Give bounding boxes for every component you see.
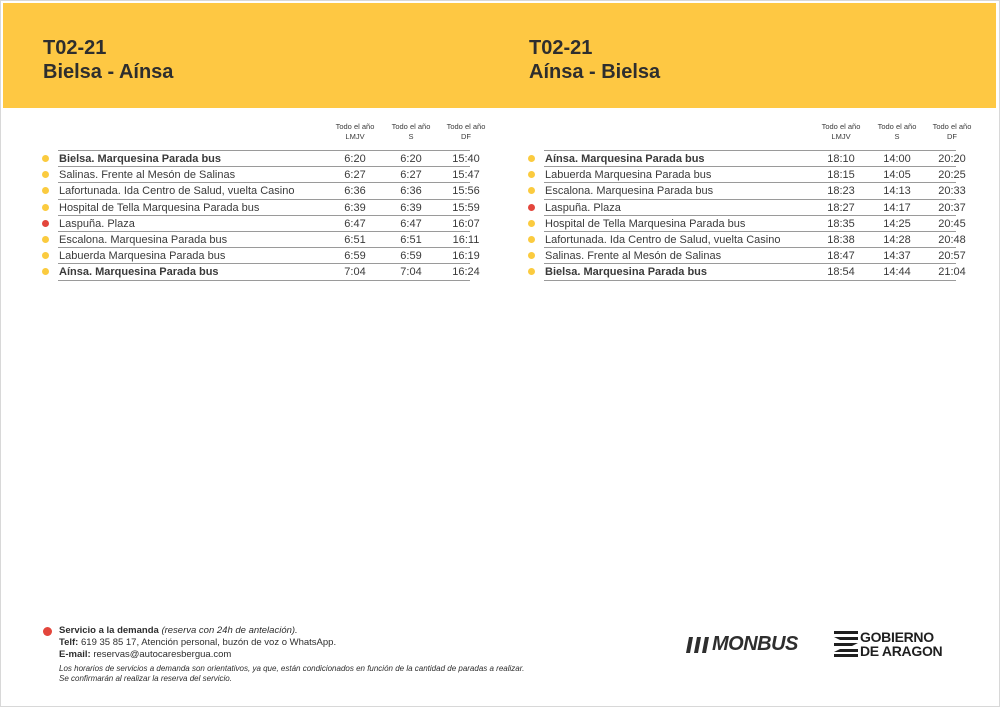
stop-name: Laspuña. Plaza — [59, 217, 135, 230]
phone-text: 619 35 85 17, Atención personal, buzón de voz o WhatsApp. — [81, 637, 337, 648]
departure-time: 16:11 — [452, 233, 480, 246]
stop-name: Bielsa. Marquesina Parada bus — [545, 266, 708, 279]
inbound-timetable — [526, 122, 972, 281]
departure-time: 18:10 — [827, 153, 855, 165]
stop-name: Bielsa. Marquesina Parada bus — [59, 153, 222, 165]
monbus-wordmark: MONBUS — [712, 633, 798, 655]
departure-time: 6:20 — [344, 153, 366, 165]
phone-label: Telf: — [59, 637, 79, 648]
departure-time: 16:19 — [452, 250, 480, 263]
stop-name: Salinas. Frente al Mesón de Salinas — [545, 250, 722, 263]
aragon-wordmark — [860, 630, 942, 658]
column-header-days: DF — [947, 132, 957, 141]
departure-time: 15:47 — [452, 169, 480, 182]
departure-time: 20:48 — [938, 233, 966, 246]
departure-time: 18:27 — [827, 201, 855, 214]
departure-time: 14:17 — [883, 201, 911, 214]
column-header-period: Todo el año — [821, 122, 861, 131]
email-line — [59, 649, 643, 661]
disclaimer-line-2: Se confirmarán al realizar la reserva del servicio. — [59, 673, 232, 683]
stop-name: Hospital de Tella Marquesina Parada bus — [545, 217, 746, 230]
stop-name: Salinas. Frente al Mesón de Salinas — [59, 169, 236, 182]
email-label: E-mail: — [59, 649, 91, 660]
monbus-bars-icon — [686, 637, 710, 653]
column-header — [328, 122, 382, 142]
departure-time: 20:20 — [938, 153, 966, 165]
aragon-stripes-icon — [834, 631, 858, 657]
table-row — [58, 200, 480, 216]
stop-dot-icon — [528, 236, 535, 243]
table-row — [58, 216, 480, 232]
stop-dot-icon — [528, 220, 535, 227]
departure-time: 6:39 — [400, 201, 422, 214]
departure-time: 15:56 — [452, 185, 480, 198]
departure-time: 15:40 — [452, 153, 480, 165]
stop-name: Lafortunada. Ida Centro de Salud, vuelta Casino — [545, 233, 781, 246]
table-row — [58, 151, 480, 167]
departure-time: 14:00 — [883, 153, 911, 165]
departure-time: 18:35 — [827, 217, 855, 230]
stop-dot-icon — [42, 268, 49, 275]
stop-name: Labuerda Marquesina Parada bus — [545, 169, 712, 182]
stop-dot-icon — [528, 268, 535, 275]
stop-name: Labuerda Marquesina Parada bus — [59, 250, 226, 263]
table-row — [544, 200, 966, 216]
stop-name: Escalona. Marquesina Parada bus — [545, 185, 714, 198]
inbound-stop-list — [544, 150, 966, 281]
table-row — [58, 167, 480, 183]
gobierno-aragon-logo — [834, 630, 954, 660]
disclaimer-line-1: Los horarios de servicios a demanda son orientativos, ya que, están condicionados en función de la cantidad de paradas a realizar. — [59, 664, 525, 673]
table-row — [58, 183, 480, 199]
inbound-route-code: T02-21 — [529, 37, 593, 59]
departure-time: 14:13 — [883, 185, 911, 198]
on-demand-stop-dot-icon — [528, 204, 535, 211]
footer-note — [43, 625, 643, 683]
column-header-days: DF — [461, 132, 471, 141]
departure-time: 7:04 — [400, 266, 422, 279]
stop-dot-icon — [42, 252, 49, 259]
departure-time: 6:36 — [344, 185, 366, 198]
table-row — [544, 264, 966, 280]
departure-time: 6:20 — [400, 153, 422, 165]
outbound-column-headers — [40, 122, 486, 150]
column-header-days: S — [894, 132, 900, 141]
email-address[interactable]: reservas@autocaresbergua.com — [93, 649, 232, 660]
departure-time: 6:47 — [400, 217, 422, 230]
departure-time: 14:28 — [883, 233, 911, 246]
outbound-route-name: Bielsa - Aínsa — [43, 61, 174, 83]
stop-name: Laspuña. Plaza — [545, 201, 621, 214]
outbound-route-code: T02-21 — [43, 37, 107, 59]
departure-time: 16:07 — [452, 217, 480, 230]
departure-time: 6:36 — [400, 185, 422, 198]
outbound-timetable — [40, 122, 486, 281]
column-header-days: LMJV — [345, 132, 365, 141]
column-header — [814, 122, 868, 142]
departure-time: 14:37 — [883, 250, 911, 263]
departure-time: 14:25 — [883, 217, 911, 230]
table-row — [544, 248, 966, 264]
departure-time: 20:33 — [938, 185, 966, 198]
departure-time: 14:44 — [883, 266, 911, 279]
departure-time: 6:27 — [344, 169, 366, 182]
stop-name: Hospital de Tella Marquesina Parada bus — [59, 201, 260, 214]
column-header-period: Todo el año — [932, 122, 972, 131]
on-demand-label: Servicio a la demanda — [59, 625, 159, 636]
stop-dot-icon — [42, 155, 49, 162]
stop-dot-icon — [528, 252, 535, 259]
departure-time: 21:04 — [938, 266, 966, 279]
column-header-period: Todo el año — [391, 122, 431, 131]
departure-time: 6:39 — [344, 201, 366, 214]
outbound-route-header — [43, 36, 173, 84]
departure-time: 18:38 — [827, 233, 855, 246]
stop-name: Aínsa. Marquesina Parada bus — [59, 266, 219, 279]
on-demand-legend — [59, 625, 643, 637]
departure-time: 6:59 — [344, 250, 366, 263]
on-demand-note: (reserva con 24h de antelación). — [161, 625, 298, 636]
column-header — [870, 122, 924, 142]
on-demand-stop-dot-icon — [42, 220, 49, 227]
stop-name: Lafortunada. Ida Centro de Salud, vuelta Casino — [59, 185, 295, 198]
stop-dot-icon — [42, 171, 49, 178]
departure-time: 6:27 — [400, 169, 422, 182]
inbound-column-headers — [526, 122, 972, 150]
departure-time: 20:45 — [938, 217, 966, 230]
stop-dot-icon — [528, 187, 535, 194]
stop-name: Aínsa. Marquesina Parada bus — [545, 153, 705, 165]
aragon-line-1: GOBIERNO — [860, 629, 934, 645]
table-row — [544, 232, 966, 248]
table-row — [544, 216, 966, 232]
column-header — [384, 122, 438, 142]
departure-time: 20:25 — [938, 169, 966, 182]
departure-time: 16:24 — [452, 266, 480, 279]
stop-dot-icon — [42, 187, 49, 194]
table-row — [544, 167, 966, 183]
table-row — [58, 264, 480, 280]
departure-time: 7:04 — [344, 266, 366, 279]
table-row — [58, 248, 480, 264]
column-header-days: LMJV — [831, 132, 851, 141]
on-demand-legend-dot — [43, 627, 52, 636]
table-row — [544, 183, 966, 199]
inbound-route-name: Aínsa - Bielsa — [529, 61, 661, 83]
inbound-route-header — [529, 36, 660, 84]
phone-line — [59, 637, 643, 649]
stop-dot-icon — [528, 171, 535, 178]
departure-time: 6:47 — [344, 217, 366, 230]
departure-time: 18:23 — [827, 185, 855, 198]
column-header-period: Todo el año — [877, 122, 917, 131]
table-row — [58, 232, 480, 248]
departure-time: 18:54 — [827, 266, 855, 279]
departure-time: 14:05 — [883, 169, 911, 182]
stop-dot-icon — [528, 155, 535, 162]
column-header-period: Todo el año — [446, 122, 486, 131]
departure-time: 6:59 — [400, 250, 422, 263]
stop-dot-icon — [42, 204, 49, 211]
outbound-stop-list — [58, 150, 480, 281]
stop-dot-icon — [42, 236, 49, 243]
departure-time: 15:59 — [452, 201, 480, 214]
departure-time: 6:51 — [344, 233, 366, 246]
table-row — [544, 151, 966, 167]
column-header-period: Todo el año — [335, 122, 375, 131]
stop-name: Escalona. Marquesina Parada bus — [59, 233, 228, 246]
aragon-line-2: DE ARAGON — [860, 643, 943, 659]
departure-time: 20:57 — [938, 250, 966, 263]
column-header — [439, 122, 493, 142]
departure-time: 6:51 — [400, 233, 422, 246]
departure-time: 20:37 — [938, 201, 966, 214]
departure-time: 18:15 — [827, 169, 855, 182]
column-header — [925, 122, 979, 142]
column-header-days: S — [408, 132, 414, 141]
departure-time: 18:47 — [827, 250, 855, 263]
